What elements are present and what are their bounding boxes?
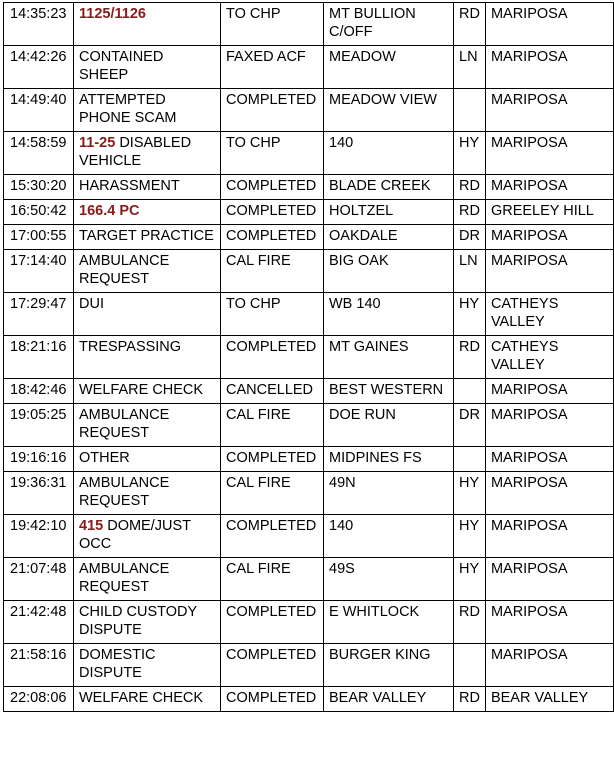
city-cell: GREELEY HILL — [485, 200, 613, 225]
street-suffix-cell: RD — [454, 175, 486, 200]
incident-type-cell — [74, 601, 221, 644]
time-cell: 21:07:48 — [4, 558, 74, 601]
incident-code: 166.4 PC — [79, 203, 140, 219]
incident-type-cell — [74, 200, 221, 225]
street-suffix-cell — [454, 644, 486, 687]
call-log-body — [4, 3, 614, 712]
location-cell: OAKDALE — [324, 225, 454, 250]
table-row — [4, 336, 614, 379]
time-cell: 14:58:59 — [4, 132, 74, 175]
incident-type: DISABLED VEHICLE — [79, 135, 192, 169]
street-suffix-cell: DR — [454, 404, 486, 447]
location-cell: BEAR VALLEY — [324, 687, 454, 712]
table-row — [4, 175, 614, 200]
incident-type: CONTAINED SHEEP — [79, 49, 164, 83]
time-cell: 14:35:23 — [4, 3, 74, 46]
location-cell: 140 — [324, 132, 454, 175]
street-suffix-cell — [454, 89, 486, 132]
street-suffix-cell: DR — [454, 225, 486, 250]
disposition-cell: CAL FIRE — [221, 250, 324, 293]
city-cell: CATHEYS VALLEY — [485, 293, 613, 336]
table-row — [4, 515, 614, 558]
disposition-cell: COMPLETED — [221, 687, 324, 712]
street-suffix-cell: RD — [454, 3, 486, 46]
incident-type: ATTEMPTED PHONE SCAM — [79, 92, 177, 126]
city-cell: MARIPOSA — [485, 379, 613, 404]
disposition-cell: COMPLETED — [221, 515, 324, 558]
location-cell: BIG OAK — [324, 250, 454, 293]
incident-type-cell — [74, 447, 221, 472]
street-suffix-cell — [454, 447, 486, 472]
disposition-cell: COMPLETED — [221, 644, 324, 687]
street-suffix-cell: HY — [454, 132, 486, 175]
disposition-cell: TO CHP — [221, 3, 324, 46]
incident-type: AMBULANCE REQUEST — [79, 407, 170, 441]
city-cell: BEAR VALLEY — [485, 687, 613, 712]
table-row — [4, 293, 614, 336]
incident-type: AMBULANCE REQUEST — [79, 253, 170, 287]
incident-type: DOME/JUST OCC — [79, 518, 191, 552]
table-row — [4, 200, 614, 225]
time-cell: 15:30:20 — [4, 175, 74, 200]
table-row — [4, 89, 614, 132]
time-cell: 19:16:16 — [4, 447, 74, 472]
city-cell: MARIPOSA — [485, 175, 613, 200]
disposition-cell: CAL FIRE — [221, 472, 324, 515]
incident-type: DUI — [79, 296, 104, 312]
street-suffix-cell: RD — [454, 336, 486, 379]
time-cell: 19:42:10 — [4, 515, 74, 558]
city-cell: MARIPOSA — [485, 601, 613, 644]
disposition-cell: TO CHP — [221, 132, 324, 175]
time-cell: 21:42:48 — [4, 601, 74, 644]
table-row — [4, 472, 614, 515]
street-suffix-cell: LN — [454, 250, 486, 293]
table-row — [4, 558, 614, 601]
city-cell: MARIPOSA — [485, 89, 613, 132]
street-suffix-cell — [454, 379, 486, 404]
location-cell: 49N — [324, 472, 454, 515]
street-suffix-cell: RD — [454, 601, 486, 644]
incident-type: CHILD CUSTODY DISPUTE — [79, 604, 197, 638]
incident-type: AMBULANCE REQUEST — [79, 475, 170, 509]
incident-type: HARASSMENT — [79, 178, 180, 194]
time-cell: 19:05:25 — [4, 404, 74, 447]
disposition-cell: COMPLETED — [221, 601, 324, 644]
disposition-cell: CAL FIRE — [221, 558, 324, 601]
table-row — [4, 46, 614, 89]
location-cell: BEST WESTERN — [324, 379, 454, 404]
incident-type-cell — [74, 175, 221, 200]
incident-type: WELFARE CHECK — [79, 382, 204, 398]
location-cell: MEADOW — [324, 46, 454, 89]
location-cell: MIDPINES FS — [324, 447, 454, 472]
street-suffix-cell: HY — [454, 293, 486, 336]
table-row — [4, 644, 614, 687]
disposition-cell: TO CHP — [221, 293, 324, 336]
location-cell: BURGER KING — [324, 644, 454, 687]
time-cell: 21:58:16 — [4, 644, 74, 687]
disposition-cell: CAL FIRE — [221, 404, 324, 447]
city-cell: CATHEYS VALLEY — [485, 336, 613, 379]
incident-type-cell — [74, 46, 221, 89]
time-cell: 17:29:47 — [4, 293, 74, 336]
location-cell: MT GAINES — [324, 336, 454, 379]
incident-type-cell — [74, 3, 221, 46]
location-cell: MT BULLION C/OFF — [324, 3, 454, 46]
time-cell: 14:42:26 — [4, 46, 74, 89]
incident-type-cell — [74, 558, 221, 601]
disposition-cell: COMPLETED — [221, 336, 324, 379]
location-cell: DOE RUN — [324, 404, 454, 447]
table-row — [4, 601, 614, 644]
city-cell: MARIPOSA — [485, 132, 613, 175]
location-cell: 140 — [324, 515, 454, 558]
city-cell: MARIPOSA — [485, 404, 613, 447]
time-cell: 18:42:46 — [4, 379, 74, 404]
disposition-cell: COMPLETED — [221, 200, 324, 225]
table-row — [4, 250, 614, 293]
street-suffix-cell: RD — [454, 687, 486, 712]
table-row — [4, 687, 614, 712]
incident-type: WELFARE CHECK — [79, 690, 204, 706]
incident-type-cell — [74, 687, 221, 712]
incident-type-cell — [74, 336, 221, 379]
time-cell: 17:14:40 — [4, 250, 74, 293]
location-cell: 49S — [324, 558, 454, 601]
location-cell: MEADOW VIEW — [324, 89, 454, 132]
incident-type: DOMESTIC DISPUTE — [79, 647, 156, 681]
incident-type: OTHER — [79, 450, 130, 466]
time-cell: 18:21:16 — [4, 336, 74, 379]
incident-type: TRESPASSING — [79, 339, 182, 355]
city-cell: MARIPOSA — [485, 644, 613, 687]
location-cell: E WHITLOCK — [324, 601, 454, 644]
time-cell: 22:08:06 — [4, 687, 74, 712]
disposition-cell: COMPLETED — [221, 89, 324, 132]
time-cell: 19:36:31 — [4, 472, 74, 515]
incident-type-cell — [74, 644, 221, 687]
table-row — [4, 3, 614, 46]
city-cell: MARIPOSA — [485, 515, 613, 558]
street-suffix-cell: HY — [454, 472, 486, 515]
city-cell: MARIPOSA — [485, 46, 613, 89]
city-cell: MARIPOSA — [485, 558, 613, 601]
city-cell: MARIPOSA — [485, 447, 613, 472]
time-cell: 14:49:40 — [4, 89, 74, 132]
disposition-cell: COMPLETED — [221, 225, 324, 250]
incident-code: 1125/1126 — [79, 6, 146, 22]
disposition-cell: COMPLETED — [221, 175, 324, 200]
incident-type: AMBULANCE REQUEST — [79, 561, 170, 595]
city-cell: MARIPOSA — [485, 472, 613, 515]
incident-code: 11-25 — [79, 135, 116, 151]
street-suffix-cell: HY — [454, 558, 486, 601]
incident-type-cell — [74, 250, 221, 293]
disposition-cell: COMPLETED — [221, 447, 324, 472]
call-log-table — [3, 2, 614, 712]
incident-type-cell — [74, 404, 221, 447]
incident-type-cell — [74, 515, 221, 558]
street-suffix-cell: HY — [454, 515, 486, 558]
incident-type-cell — [74, 225, 221, 250]
table-row — [4, 379, 614, 404]
city-cell: MARIPOSA — [485, 3, 613, 46]
street-suffix-cell: RD — [454, 200, 486, 225]
incident-type-cell — [74, 472, 221, 515]
location-cell: BLADE CREEK — [324, 175, 454, 200]
street-suffix-cell: LN — [454, 46, 486, 89]
incident-type-cell — [74, 132, 221, 175]
incident-type-cell — [74, 89, 221, 132]
time-cell: 16:50:42 — [4, 200, 74, 225]
incident-type-cell — [74, 379, 221, 404]
table-row — [4, 404, 614, 447]
table-row — [4, 447, 614, 472]
table-row — [4, 132, 614, 175]
location-cell: WB 140 — [324, 293, 454, 336]
city-cell: MARIPOSA — [485, 225, 613, 250]
city-cell: MARIPOSA — [485, 250, 613, 293]
incident-type-cell — [74, 293, 221, 336]
location-cell: HOLTZEL — [324, 200, 454, 225]
disposition-cell: CANCELLED — [221, 379, 324, 404]
incident-type: TARGET PRACTICE — [79, 228, 214, 244]
table-row — [4, 225, 614, 250]
disposition-cell: FAXED ACF — [221, 46, 324, 89]
incident-code: 415 — [79, 518, 104, 534]
time-cell: 17:00:55 — [4, 225, 74, 250]
